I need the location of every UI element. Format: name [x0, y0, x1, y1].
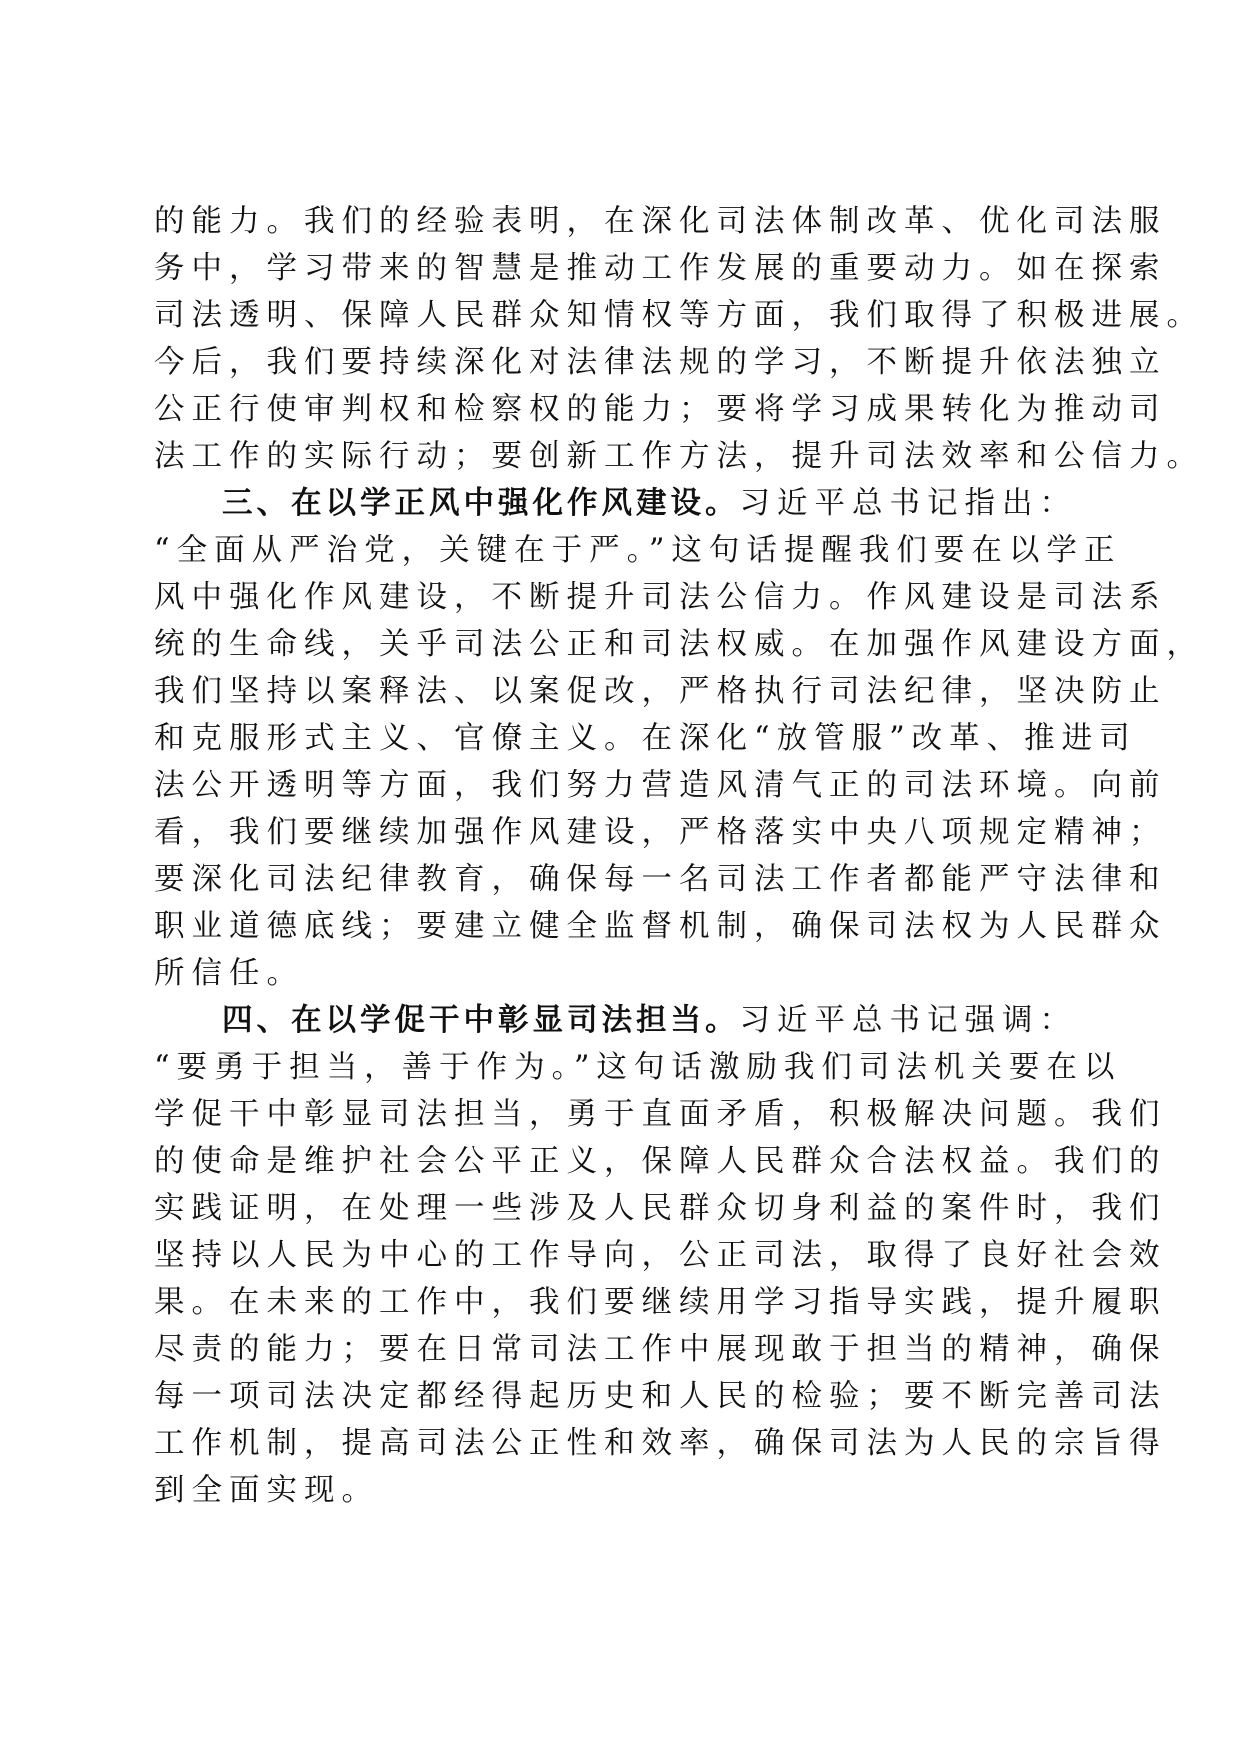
body-line: 务中，学习带来的智慧是推动工作发展的重要动力。如在探索 — [154, 251, 1167, 286]
body-line: 今后，我们要持续深化对法律法规的学习，不断提升依法独立 — [154, 345, 1167, 380]
body-line: “全面从严治党，关键在于严。”这句话提醒我们要在以学正 — [154, 533, 1122, 568]
section-4-first-line — [154, 997, 1094, 1044]
section-4-lead: 习近平总书记强调： — [739, 1003, 1077, 1038]
body-line: 学促干中彰显司法担当，勇于直面矛盾，积极解决问题。我们 — [154, 1097, 1167, 1132]
section-3-heading: 三、在以学正风中强化作风建设。 — [222, 486, 740, 521]
section-4-heading: 四、在以学促干中彰显司法担当。 — [222, 1003, 740, 1038]
body-line: 实践证明，在处理一些涉及人民群众切身利益的案件时，我们 — [154, 1191, 1167, 1226]
body-line: 工作机制，提高司法公正性和效率，确保司法为人民的宗旨得 — [154, 1426, 1167, 1461]
body-line: 职业道德底线；要建立健全监督机制，确保司法权为人民群众 — [154, 909, 1167, 944]
body-line: 所信任。 — [154, 956, 304, 991]
section-3-first-line — [154, 480, 1094, 527]
body-line: 统的生命线，关乎司法公正和司法权威。在加强作风建设方面， — [154, 627, 1204, 662]
document-body — [154, 198, 1204, 1514]
body-line: 每一项司法决定都经得起历史和人民的检验；要不断完善司法 — [154, 1379, 1167, 1414]
body-line: 的使命是维护社会公平正义，保障人民群众合法权益。我们的 — [154, 1144, 1167, 1179]
section-3-lead: 习近平总书记指出： — [739, 486, 1077, 521]
body-line: 看，我们要继续加强作风建设，严格落实中央八项规定精神； — [154, 815, 1167, 850]
body-line: 法公开透明等方面，我们努力营造风清气正的司法环境。向前 — [154, 768, 1167, 803]
body-line: 风中强化作风建设，不断提升司法公信力。作风建设是司法系 — [154, 580, 1167, 615]
body-line: 司法透明、保障人民群众知情权等方面，我们取得了积极进展。 — [154, 298, 1204, 333]
body-line: 果。在未来的工作中，我们要继续用学习指导实践，提升履职 — [154, 1285, 1167, 1320]
body-line: 法工作的实际行动；要创新工作方法，提升司法效率和公信力。 — [154, 439, 1204, 474]
body-line: 的能力。我们的经验表明，在深化司法体制改革、优化司法服 — [154, 204, 1167, 239]
body-line: 和克服形式主义、官僚主义。在深化“放管服”改革、推进司 — [154, 721, 1137, 756]
body-line: 我们坚持以案释法、以案促改，严格执行司法纪律，坚决防止 — [154, 674, 1167, 709]
body-line: 到全面实现。 — [154, 1473, 379, 1508]
body-line: “要勇于担当，善于作为。”这句话激励我们司法机关要在以 — [154, 1050, 1122, 1085]
body-line: 要深化司法纪律教育，确保每一名司法工作者都能严守法律和 — [154, 862, 1167, 897]
body-line: 公正行使审判权和检察权的能力；要将学习成果转化为推动司 — [154, 392, 1167, 427]
body-line: 坚持以人民为中心的工作导向，公正司法，取得了良好社会效 — [154, 1238, 1167, 1273]
body-line: 尽责的能力；要在日常司法工作中展现敢于担当的精神，确保 — [154, 1332, 1167, 1367]
